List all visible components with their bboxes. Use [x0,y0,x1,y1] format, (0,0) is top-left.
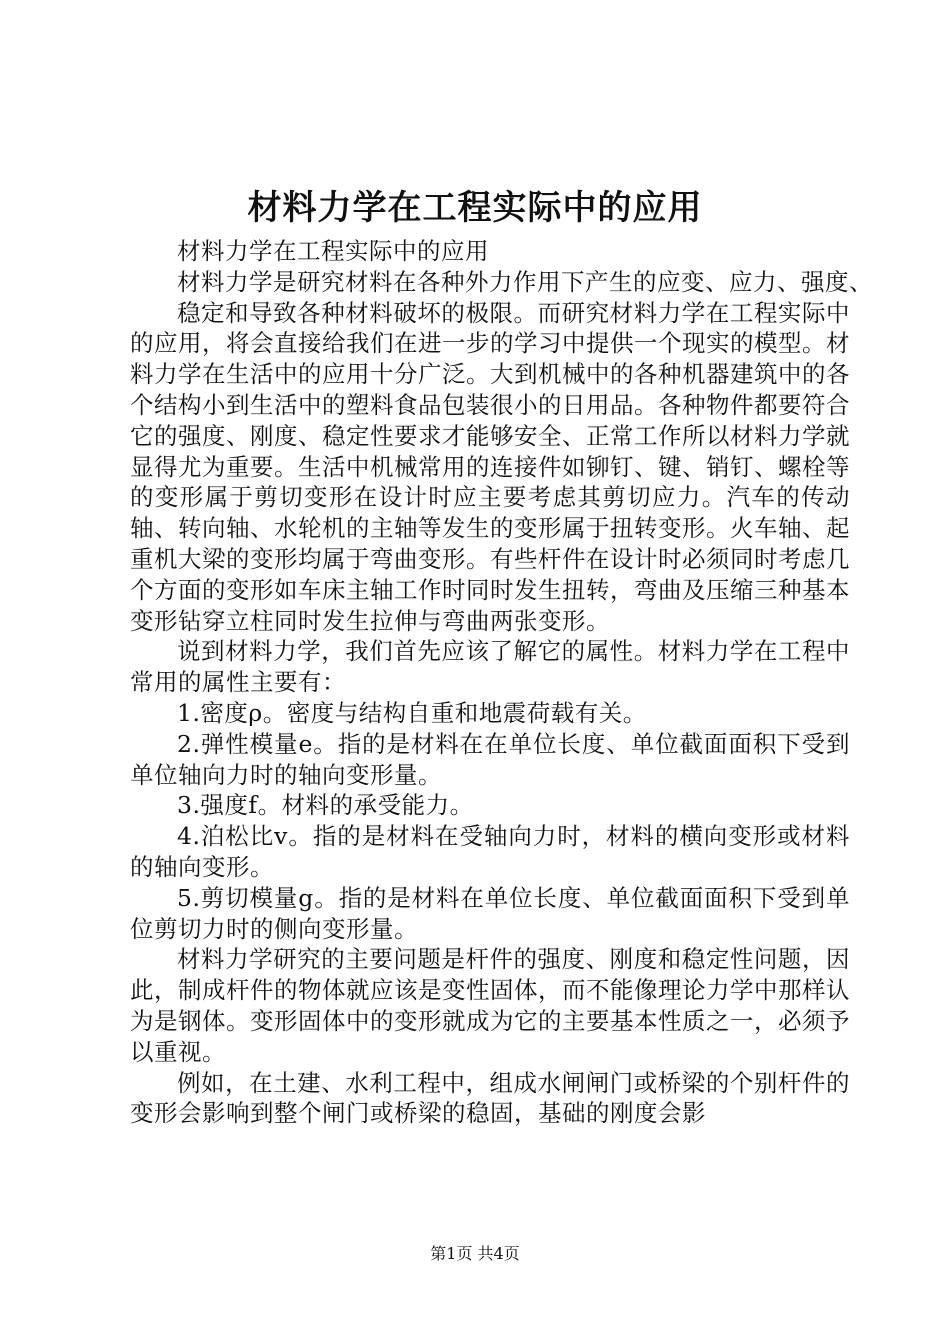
list-item-strength: 3.强度f。材料的承受能力。 [177,791,474,820]
paragraph-main-problems: 材料力学研究的主要问题是杆件的强度、刚度和稳定性问题，因此，制成杆件的物体就应该是变性固体，而不能像理论力学中那样认为是钢体。变形固体中的变形就成为它的主要基本性质之一，必须予以重视。 [130,945,850,1066]
list-item-density: 1.密度ρ。密度与结构自重和地震荷载有关。 [177,698,647,727]
list-item-elastic-modulus: 2.弹性模量e。指的是材料在在单位长度、单位截面面积下受到单位轴向力时的轴向变形量。 [130,729,850,789]
document-title: 材料力学在工程实际中的应用 [247,188,703,228]
paragraph-intro: 材料力学是研究材料在各种外力作用下产生的应变、应力、强度、 [177,267,873,296]
paragraph-subtitle: 材料力学在工程实际中的应用 [177,237,489,265]
list-item-poisson-ratio: 4.泊松比v。指的是材料在受轴向力时，材料的横向变形或材料的轴向变形。 [130,822,850,881]
page-footer: 第1页 共4页 [430,1244,520,1263]
paragraph-properties-intro: 说到材料力学，我们首先应该了解它的属性。材料力学在工程中常用的属性主要有： [130,637,850,697]
paragraph-applications: 稳定和导致各种材料破坏的极限。而研究材料力学在工程实际中的应用，将会直接给我们在进一步的学习中提供一个现实的模型。材料力学在生活中的应用十分广泛。大到机械中的各种机器建筑中的各个结构小到生活中的塑料食品包装很小的日用品。各种物件都要符合它的强度、刚度、稳定性要求才能够安全、正常工作所以材料力学就显得尤为重要。生活中机械常用的连接件如铆钉、键、销钉、螺栓等的变形属于剪切变形在设计时应主要考虑其剪切应力。汽车的传动轴、转向轴、水轮机的主轴等发生的变形属于扭转变形。火车轴、起重机大梁的变形均属于弯曲变形。有些杆件在设计时必须同时考虑几个方面的变形如车床主轴工作时同时发生扭转，弯曲及压缩三种基本变形钻穿立柱同时发生拉伸与弯曲两张变形。 [130,298,850,635]
paragraph-example: 例如，在土建、水利工程中，组成水闸闸门或桥梁的个别杆件的变形会影响到整个闸门或桥梁的稳固，基础的刚度会影 [130,1068,850,1128]
list-item-shear-modulus: 5.剪切模量g。指的是材料在单位长度、单位截面面积下受到单位剪切力时的侧向变形量。 [130,883,850,943]
document-body [130,236,873,1129]
